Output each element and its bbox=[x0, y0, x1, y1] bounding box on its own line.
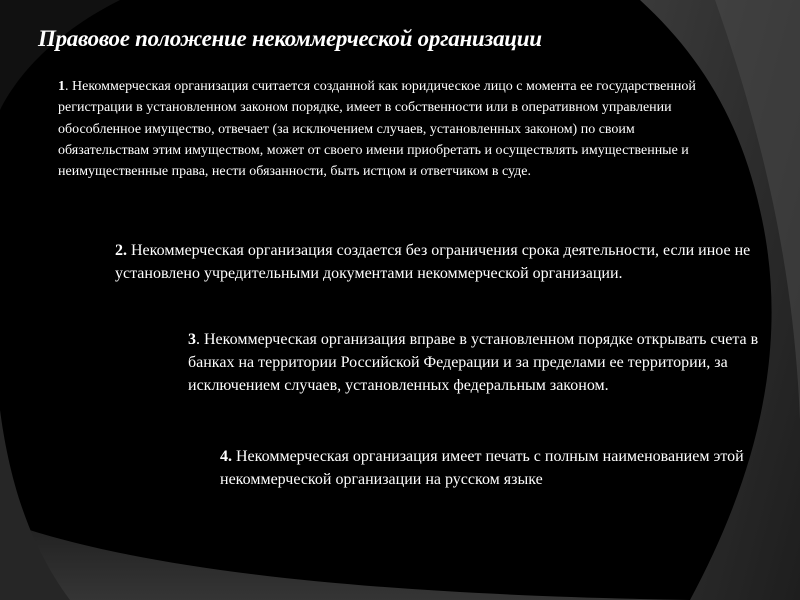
paragraph-2 bbox=[115, 239, 755, 285]
bottom-curve-band bbox=[0, 520, 690, 600]
paragraph-3-number: 3 bbox=[188, 331, 196, 348]
paragraph-1-text: . Некоммерческая организация считается созданной как юридическое лицо с момента ее государственной регистрации в установленном законом порядке, имеет в собственности или в оперативном управлении обособленное имущество, отвечает (за исключением случаев, установленных законом) по своим обязательствам этим имуществом, может от своего имени приобретать и осуществлять имущественные и неимущественные права, нести обязанности, быть истцом и ответчиком в суде. bbox=[58, 79, 696, 180]
paragraph-3 bbox=[188, 328, 788, 397]
paragraph-4-text: Некоммерческая организация имеет печать с полным наименованием этой некоммерческой организации на русском языке bbox=[220, 448, 744, 488]
paragraph-2-number: 2. bbox=[115, 242, 127, 259]
paragraph-2-text: Некоммерческая организация создается без ограничения срока деятельности, если иное не установлено учредительными документами некоммерческой организации. bbox=[115, 242, 751, 282]
paragraph-3-text: . Некоммерческая организация вправе в установленном порядке открывать счета в банках на территории Российской Федерации и за пределами ее территории, за исключением случаев, установленных федеральным законом. bbox=[188, 331, 759, 394]
paragraph-1 bbox=[58, 76, 698, 182]
paragraph-4-number: 4. bbox=[220, 448, 232, 465]
paragraph-4 bbox=[220, 445, 780, 491]
slide-title: Правовое положение некоммерческой организации bbox=[38, 26, 542, 51]
paragraph-1-number: 1 bbox=[58, 79, 65, 94]
